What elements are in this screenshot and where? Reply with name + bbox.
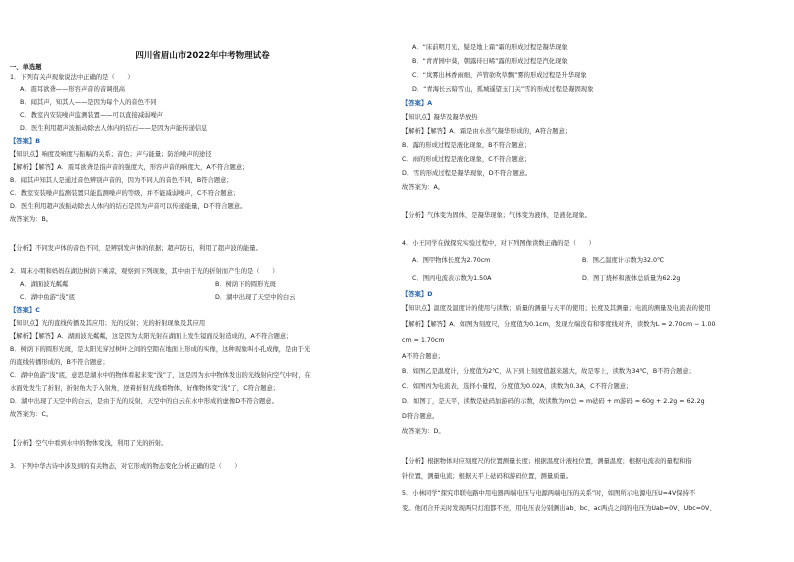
q3-analysis-c: C．雨的形成过程是液化现象，C不符合题意； — [402, 156, 531, 163]
q2-option-d: D．湖中出现了天空中的白云 — [215, 294, 296, 301]
q4-analysis-d: D．如图丁，是天平，读数是砝码加游码的示数，故读数为m总 = m砝码 + m游码 = 60g + 2.2g = 62.2g — [402, 398, 705, 405]
q3-analysis-d: D．雪的形成过程是凝华现象，D不符合题意。 — [402, 170, 532, 177]
q1-option-c: C．教室内安装噪声监测装置——可以直接减弱噪声 — [20, 112, 163, 119]
q1-analysis-d: D．医生利用超声波振动除去人体内的结石是因为声音可以传递能量，D不符合题意。 — [10, 203, 247, 210]
q4-analysis-d-result: D符合题意。 — [402, 413, 439, 420]
q4-summary: 【分析】根据物体对应刻度尺的位置测量长度；根据温度计液柱位置，测量温度；根据电流表的量程和指 — [402, 458, 692, 465]
q3-analysis-b: B．露的形成过程是液化现象，B不符合题意； — [402, 142, 531, 149]
q1-final-answer: 故答案为：B。 — [10, 216, 53, 223]
q4-analysis-c: C．如图丙为电流表，选择小量程，分度值为0.02A，读数为0.3A，C不符合题意； — [402, 383, 633, 390]
question-4-stem: 4．小王同学在做探究实验过程中，对下列图像读数正确的是（ ） — [402, 240, 595, 247]
q1-option-a: A．震耳欲聋——形容声音的音调很高 — [20, 86, 126, 93]
q3-analysis-a: 【解析】【解答】A．霜是由水蒸气凝华形成的，A符合题意； — [402, 128, 572, 135]
question-5-stem-cont: 变。他闭合开关时发现两只灯泡都不亮，用电压表分别测出ab、bc、ac两点之间的电压为Uab=0V、Ubc=0V、 — [402, 505, 716, 512]
q3-knowledge: 【知识点】凝华及凝华放热 — [402, 114, 478, 121]
q4-analysis-b: B．如图乙是温度计，分度值为2℃，从下到上刻度值越来越大，故是零上，读数为34℃，B不符合题意； — [402, 368, 695, 375]
question-2-stem: 2．周末小明和妈妈在湖边树荫下乘凉，观察到下列现象，其中由于光的折射而产生的是（ ） — [10, 268, 279, 275]
q1-summary: 【分析】不同发声体的音色不同，是辨别发声体的依据；超声防石，利用了超声波的能量。 — [10, 245, 262, 252]
q3-option-c: C．“岚雾出林香雨细，芦管欲吹草飘”雾的形成过程是升华现象 — [412, 72, 587, 79]
q1-knowledge: 【知识点】响度及响度与振幅的关系；音色；声与能量；防治噪声的途径 — [10, 151, 212, 158]
q4-answer: 【答案】D — [402, 291, 433, 298]
q2-analysis-c: C．湖中鱼游“浅”底，意思是湖水中的物体看起来变“浅”了，这是因为水中物体发出的光线射向空气中时，在 — [10, 372, 311, 379]
q1-answer: 【答案】B — [10, 138, 40, 145]
q4-knowledge: 【知识点】温度及温度计的使用与读数；质量的测量与天平的使用；长度及其测量；电流的测量及电流表的使用 — [402, 305, 711, 312]
q3-answer: 【答案】A — [402, 100, 433, 107]
q2-analysis-c-cont: 水面处发生了折射，折射角大于入射角，逆着折射光线看物体，好像物体变“浅”了，C符合题意； — [10, 385, 280, 392]
q2-analysis-a: 【解析】【解答】A．湖面波光粼粼，这是因为太阳光射在湖面上发生镜面反射造成的，A不符合题意； — [10, 333, 293, 340]
q2-analysis-b: B．树荫下的圆形光斑，是太阳光穿过树叶之间的空隙在地面上形成的实像，这种现象叫小孔成像，是由于光 — [10, 346, 311, 353]
q3-final-answer: 故答案为：A。 — [402, 184, 445, 191]
q4-option-c: C．图丙电流表示数为1.50A — [412, 275, 492, 282]
q3-option-b: B．“青青园中葵，朝露待日晞”露的形成过程是汽化现象 — [412, 58, 568, 65]
q2-analysis-d: D．湖中出现了天空中的白云，是由于光的反射，天空中的白云在水中形成的虚像D不符合题意。 — [10, 398, 278, 405]
question-1-stem: 1．下列有关声现象说法中正确的是（ ） — [10, 74, 134, 81]
q4-option-d: D．图丁烧杯和液体总质量为62.2g — [582, 275, 681, 282]
q4-analysis-a: 【解析】【解答】A．如图为刻度尺，分度值为0.1cm，发现左端没有和零度线对齐，读数为L = 2.70cm − 1.00 — [402, 321, 716, 328]
q4-summary-cont: 针位置，测量电流；根据天平上砝码和游码位置，测量质量。 — [402, 473, 573, 480]
q3-option-d: D．“青海长云暗雪山，孤城遥望玉门关”雪的形成过程是凝固现象 — [412, 86, 594, 93]
q2-answer: 【答案】C — [10, 307, 40, 314]
exam-title: 四川省眉山市2022年中考物理试卷 — [135, 51, 270, 61]
q2-option-a: A．湖面波光粼粼 — [20, 281, 69, 288]
q3-summary: 【分析】气体变为固体，是凝华现象；气体变为液体，是液化现象。 — [402, 212, 591, 219]
q4-analysis-a-result: A不符合题意； — [402, 353, 445, 360]
q1-analysis-b: B．闻其声知其人是通过音色辨别声音的，因为不同人的音色不同，B符合题意； — [10, 177, 233, 184]
right-column — [402, 0, 787, 562]
q1-option-d: D．医生利用超声波振动除去人体内的结石——是因为声能传递信息 — [20, 125, 208, 132]
q2-summary: 【分析】空气中看到水中的物体变浅，利用了光的折射。 — [10, 440, 168, 447]
q4-option-b: B．图乙温度计示数为32.0℃ — [582, 257, 665, 264]
q2-knowledge: 【知识点】光的直线传播及其应用；光的反射；光的折射现象及其应用 — [10, 320, 206, 327]
q4-final-answer: 故答案为：D。 — [402, 428, 445, 435]
question-3-stem: 3．下列中华古诗中涉及到的有关物态，对它形成的物态变化分析正确的是（ ） — [10, 463, 241, 470]
q4-option-a: A．图甲物体长度为2.70cm — [412, 257, 491, 264]
q2-final-answer: 故答案为：C。 — [10, 411, 53, 418]
q1-option-b: B．闻其声，知其人——是因为每个人的音色不同 — [20, 99, 157, 106]
section-heading: 一、单选题 — [10, 64, 42, 71]
q4-analysis-a-cont: cm = 1.70cm — [402, 337, 445, 344]
left-column — [10, 0, 395, 562]
q1-analysis-c: C．教室安装噪声监测装置只能监测噪声的等级，并不能减弱噪声，C不符合题意； — [10, 190, 240, 197]
q2-option-b: B．树荫下的圆形光斑 — [215, 281, 276, 288]
q3-option-a: A．“床前明月光，疑是地上霜”霜的形成过程是凝华现象 — [412, 44, 568, 51]
q1-analysis-a: 【解析】【解答】A．震耳欲聋是指声音的强度大，形容声音的响度大，A不符合题意； — [10, 164, 249, 171]
q2-option-c: C．湖中鱼游“浅”底 — [20, 294, 75, 301]
q2-analysis-b-cont: 的直线传播形成的，B不符合题意； — [10, 359, 109, 366]
question-5-stem: 5．小林同学“探究串联电路中用电器两端电压与电源两端电压的关系”时，如图所示电源电压U=4V保持不 — [402, 490, 696, 497]
